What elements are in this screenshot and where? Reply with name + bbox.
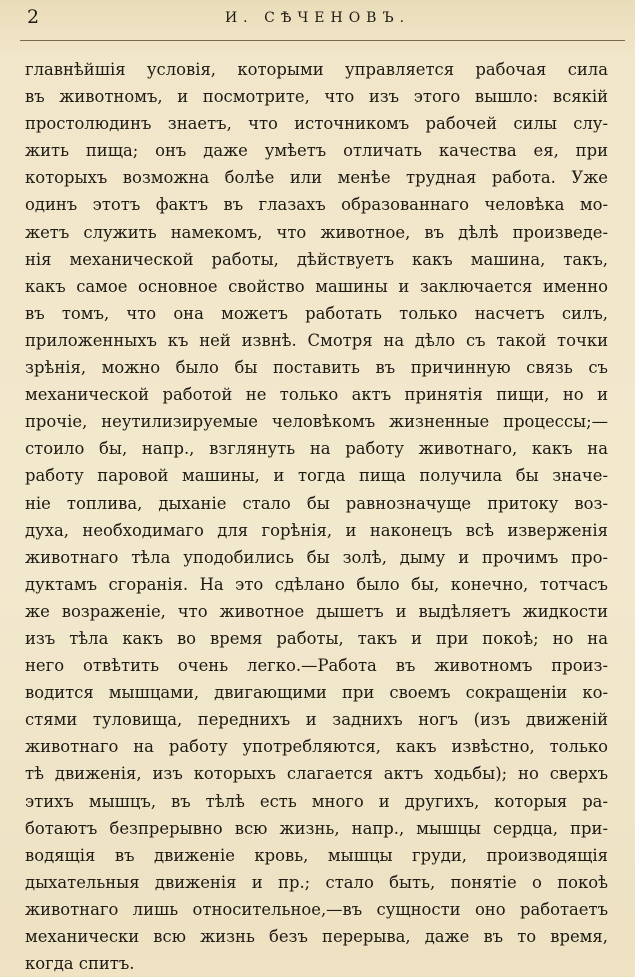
header-rule [20, 40, 625, 41]
text-line: же возраженіе, что животное дышетъ и выдѣляетъ жидкости [25, 601, 608, 621]
text-line: жетъ служить намекомъ, что животное, въ дѣлѣ произведе- [25, 222, 608, 242]
text-line: стями туловища, переднихъ и заднихъ ногъ (изъ движеній [25, 710, 608, 730]
text-line: стоило бы, напр., взглянуть на работу животнаго, какъ на [25, 439, 608, 459]
text-line: простолюдинъ знаетъ, что источникомъ рабочей силы слу- [25, 114, 608, 134]
text-line: этихъ мышцъ, въ тѣлѣ есть много и другихъ, которыя ра- [25, 791, 608, 811]
text-line: въ томъ, что она можетъ работать только насчетъ силъ, [25, 303, 608, 323]
text-line: дыхательныя движенія и пр.; стало быть, понятіе о покоѣ [25, 872, 608, 892]
text-line: изъ тѣла какъ во время работы, такъ и при покоѣ; но на [25, 628, 608, 648]
page-number: 2 [27, 6, 40, 28]
text-line: животнаго лишь относительное,—въ сущности оно работаетъ [25, 899, 608, 919]
text-line: одинъ этотъ фактъ въ глазахъ образованнаго человѣка мо- [25, 195, 608, 215]
text-line: ніе топлива, дыханіе стало бы равнозначуще притоку воз- [25, 493, 608, 513]
text-line: животнаго тѣла уподобились бы золѣ, дыму и прочимъ про- [25, 547, 608, 567]
body-text [25, 56, 608, 977]
text-line: какъ самое основное свойство машины и заключается именно [25, 276, 608, 296]
text-line: когда спитъ. [25, 954, 135, 974]
text-line: въ животномъ, и посмотрите, что изъ этого вышло: всякій [25, 87, 608, 107]
text-line: него отвѣтить очень легко.—Работа въ животномъ произ- [25, 656, 608, 676]
text-line: животнаго на работу употребляются, какъ извѣстно, только [25, 737, 608, 757]
text-line: дуктамъ сгоранія. На это сдѣлано было бы, конечно, тотчасъ [25, 574, 608, 594]
text-line: зрѣнія, можно было бы поставить въ причинную связь съ [25, 358, 608, 378]
text-line: жить пища; онъ даже умѣетъ отличать качества ея, при [25, 141, 608, 161]
text-line: работу паровой машины, и тогда пища получила бы значе- [25, 466, 608, 486]
running-title: И. СѢЧЕНОВЪ. [224, 10, 411, 26]
text-line: которыхъ возможна болѣе или менѣе трудная работа. Уже [25, 168, 608, 188]
text-line: духа, необходимаго для горѣнія, и наконецъ всѣ изверженія [25, 520, 608, 540]
text-line: нія механической работы, дѣйствуетъ какъ машина, такъ, [25, 249, 608, 269]
text-line: водится мышцами, двигающими при своемъ сокращеніи ко- [25, 683, 608, 703]
text-line: прочіе, неутилизируемые человѣкомъ жизненные процессы;— [25, 412, 608, 432]
text-line: главнѣйшія условія, которыми управляется рабочая сила [25, 60, 608, 79]
text-line: приложенныхъ къ ней извнѣ. Смотря на дѣло съ такой точки [25, 330, 608, 350]
text-line: тѣ движенія, изъ которыхъ слагается актъ ходьбы); но сверхъ [25, 764, 608, 784]
text-line: механически всю жизнь безъ перерыва, даже въ то время, [25, 927, 608, 946]
text-line: механической работой не только актъ принятія пищи, но и [25, 385, 608, 405]
text-line: водящія въ движеніе кровь, мышцы груди, производящія [25, 845, 608, 865]
text-line: ботаютъ безпрерывно всю жизнь, напр., мышцы сердца, при- [25, 818, 608, 838]
